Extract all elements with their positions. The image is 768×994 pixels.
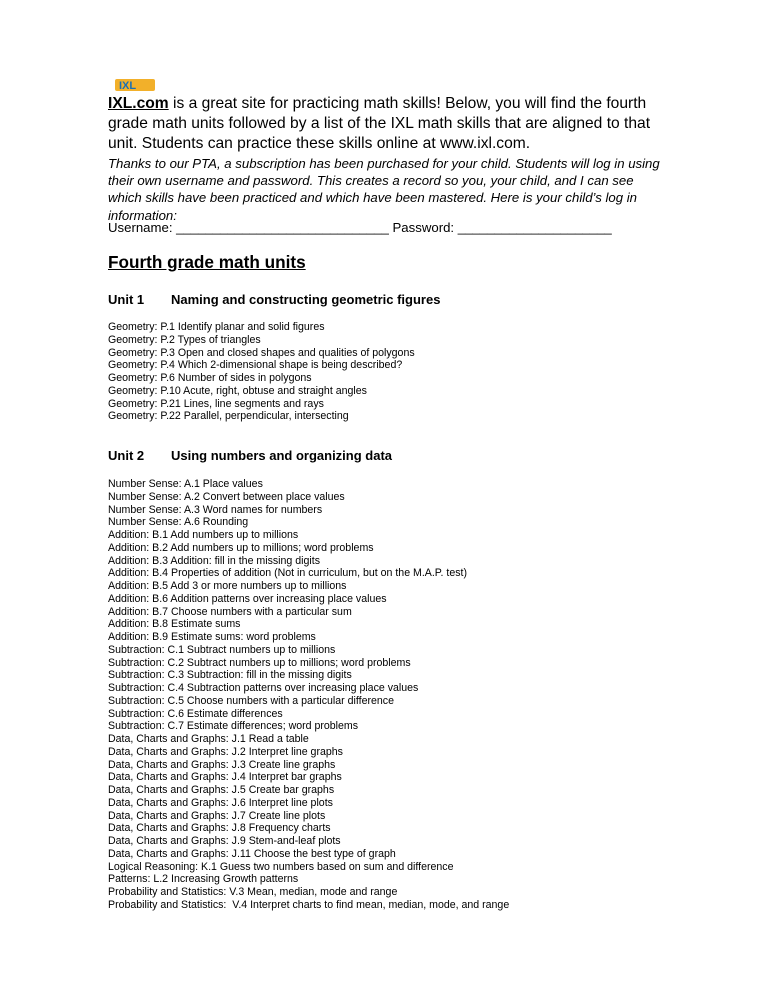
skill-item: Number Sense: A.2 Convert between place values xyxy=(108,490,345,503)
svg-text:IXL: IXL xyxy=(119,80,137,92)
skill-item: Addition: B.8 Estimate sums xyxy=(108,618,241,631)
unit-2-name: Using numbers and organizing data xyxy=(171,448,393,463)
skill-item: Subtraction: C.4 Subtraction patterns over increasing place values xyxy=(108,682,419,694)
skill-item: Data, Charts and Graphs: J.8 Frequency charts xyxy=(108,822,331,835)
skill-item: Addition: B.1 Add numbers up to millions xyxy=(108,529,299,541)
skill-item: Number Sense: A.1 Place values xyxy=(108,478,263,490)
unit-1-skill-list xyxy=(108,321,415,423)
skill-item: Subtraction: C.2 Subtract numbers up to millions; word problems xyxy=(108,656,411,669)
skill-item: Data, Charts and Graphs: J.11 Choose the best type of graph xyxy=(108,847,396,860)
skill-item: Geometry: P.4 Which 2-dimensional shape is being described? xyxy=(108,359,403,372)
skill-item: Probability and Statistics: V.4 Interpret charts to find mean, median, mode, and range xyxy=(108,898,510,911)
skill-item: Addition: B.9 Estimate sums: word problems xyxy=(108,631,316,643)
unit-2-skill-list xyxy=(108,478,509,912)
skill-item: Data, Charts and Graphs: J.5 Create bar graphs xyxy=(108,784,335,796)
skill-item: Geometry: P.22 Parallel, perpendicular, intersecting xyxy=(108,410,349,423)
skill-item: Data, Charts and Graphs: J.9 Stem-and-leaf plots xyxy=(108,835,341,847)
intro-paragraph xyxy=(108,94,668,154)
skill-item: Geometry: P.2 Types of triangles xyxy=(108,333,261,346)
unit-2-number: Unit 2 xyxy=(108,448,145,463)
skill-item: Geometry: P.3 Open and closed shapes and qualities of polygons xyxy=(108,346,415,359)
ixl-link[interactable]: IXL.com xyxy=(108,95,169,112)
skill-item: Probability and Statistics: V.3 Mean, median, mode and range xyxy=(108,886,398,898)
skill-item: Data, Charts and Graphs: J.1 Read a table xyxy=(108,733,309,745)
skill-item: Geometry: P.6 Number of sides in polygons xyxy=(108,372,312,384)
skill-item: Data, Charts and Graphs: J.3 Create line graphs xyxy=(108,758,336,771)
unit-1-name: Naming and constructing geometric figures xyxy=(171,292,441,307)
skill-item: Subtraction: C.3 Subtraction: fill in the missing digits xyxy=(108,669,352,682)
skill-item: Logical Reasoning: K.1 Guess two numbers based on sum and difference xyxy=(108,860,454,873)
skill-item: Addition: B.5 Add 3 or more numbers up to millions xyxy=(108,580,347,592)
skill-item: Addition: B.2 Add numbers up to millions; word problems xyxy=(108,541,374,554)
skill-item: Subtraction: C.5 Choose numbers with a particular difference xyxy=(108,694,394,707)
skill-item: Geometry: P.1 Identify planar and solid figures xyxy=(108,321,325,333)
page-heading: Fourth grade math units xyxy=(108,252,306,272)
skill-item: Geometry: P.10 Acute, right, obtuse and straight angles xyxy=(108,384,367,397)
skill-item: Addition: B.7 Choose numbers with a particular sum xyxy=(108,605,352,618)
pta-note: Thanks to our PTA, a subscription has been purchased for your child. Students will log in using their own username and password. This creates a record so you, your child, and I can see which skills have been practiced and which have been mastered. Here is your child’s log in information: xyxy=(108,156,660,223)
skill-item: Addition: B.3 Addition: fill in the missing digits xyxy=(108,554,320,567)
skill-item: Subtraction: C.7 Estimate differences; word problems xyxy=(108,720,359,733)
unit-1-title xyxy=(108,292,440,307)
skill-item: Subtraction: C.1 Subtract numbers up to millions xyxy=(108,643,336,656)
skill-item: Geometry: P.21 Lines, line segments and rays xyxy=(108,397,324,410)
skill-item: Data, Charts and Graphs: J.7 Create line plots xyxy=(108,809,326,822)
unit-1-number: Unit 1 xyxy=(108,292,145,307)
skill-item: Data, Charts and Graphs: J.2 Interpret line graphs xyxy=(108,745,343,758)
unit-2-title xyxy=(108,448,392,463)
skill-item: Number Sense: A.6 Rounding xyxy=(108,516,249,529)
skill-item: Addition: B.6 Addition patterns over increasing place values xyxy=(108,592,387,605)
skill-item: Addition: B.4 Properties of addition (Not in curriculum, but on the M.A.P. test) xyxy=(108,567,467,580)
intro-text: is a great site for practicing math skills! Below, you will find the fourth grade math units followed by a list of the IXL math skills that are aligned to that unit. Students can practice these skills online at www.ixl.com. xyxy=(108,95,651,152)
skill-item: Subtraction: C.6 Estimate differences xyxy=(108,707,283,720)
login-credentials-line: Username: _____________________________ Password: _____________________ xyxy=(108,220,612,235)
ixl-logo xyxy=(115,78,155,92)
skill-item: Data, Charts and Graphs: J.4 Interpret bar graphs xyxy=(108,771,342,784)
skill-item: Data, Charts and Graphs: J.6 Interpret line plots xyxy=(108,796,333,809)
skill-item: Number Sense: A.3 Word names for numbers xyxy=(108,503,323,516)
skill-item: Patterns: L.2 Increasing Growth patterns xyxy=(108,873,299,886)
